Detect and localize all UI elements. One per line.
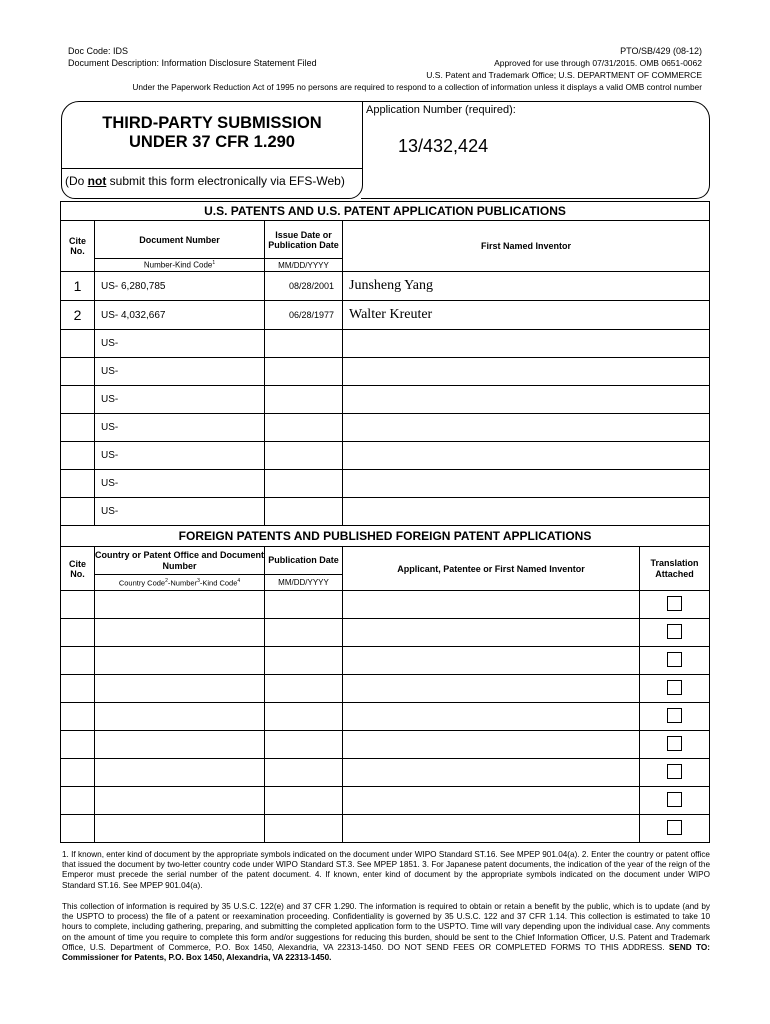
inventor-name[interactable] [343, 414, 710, 442]
col-translation-attached: Translation Attached [639, 547, 709, 591]
issue-date[interactable] [265, 386, 343, 414]
table-row [61, 470, 710, 498]
issue-date[interactable] [265, 414, 343, 442]
col-issue-date: Issue Date or Publication Date [265, 221, 343, 259]
col-applicant: Applicant, Patentee or First Named Inventor [343, 547, 640, 591]
col-date-format: MM/DD/YYYY [265, 259, 343, 272]
applicant-name[interactable] [343, 815, 640, 843]
translation-cell [639, 703, 709, 731]
document-number[interactable]: US- 4,032,667 [95, 301, 265, 330]
translation-checkbox[interactable] [667, 764, 682, 779]
country-document-number[interactable] [95, 675, 265, 703]
burden-statement: This collection of information is required by 35 U.S.C. 122(e) and 37 CFR 1.290. The information is required to obtain or retain a benefit by the public, which is to update (and by the USPTO to process) the file of a patent or reexamination proceeding. Confidentiality is governed by 35 U.S.C. 122 and 37 CFR 1.14. This collection is estimated to take 10 hours to complete, including gathering, preparing, and submitting the completed application form to the USPTO. Time will vary depending upon the individual case. Any comments on the amount of time you require to complete this form and/or suggestions for reducing this burden, should be sent to the Chief Information Officer, U.S. Patent and Trademark Office, U.S. Department of Commerce, P.O. Box 1450, Alexandria, VA 22313-1450. DO NOT SEND FEES OR COMPLETED FORMS TO THIS ADDRESS. SEND TO: Commissioner for Patents, P.O. Box 1450, Alexandria, VA 22313-1450. [62, 902, 710, 963]
col-country-format: Country Code$^2$-Number$^3$-Kind Code$^4$ [95, 575, 265, 591]
publication-date[interactable] [265, 815, 343, 843]
us-section-title: U.S. PATENTS AND U.S. PATENT APPLICATION PUBLICATIONS [61, 202, 710, 221]
efs-note: (Do not submit this form electronically via EFS-Web) [65, 174, 345, 188]
translation-checkbox[interactable] [667, 680, 682, 695]
title-box [61, 101, 363, 199]
document-number[interactable]: US- [95, 330, 265, 358]
inventor-name[interactable] [343, 470, 710, 498]
inventor-name[interactable]: Junsheng Yang [343, 272, 710, 301]
cite-number [61, 386, 95, 414]
inventor-name[interactable] [343, 358, 710, 386]
table-row [61, 442, 710, 470]
translation-checkbox[interactable] [667, 624, 682, 639]
application-number-box [361, 101, 710, 199]
applicant-name[interactable] [343, 759, 640, 787]
translation-cell [639, 787, 709, 815]
doc-description: Document Description: Information Disclosure Statement Filed [68, 58, 317, 68]
issue-date[interactable]: 08/28/2001 [265, 272, 343, 301]
cite-number [61, 442, 95, 470]
omb-approval: Approved for use through 07/31/2015. OMB 0651-0062 [494, 58, 702, 68]
issue-date[interactable] [265, 330, 343, 358]
translation-cell [639, 619, 709, 647]
table-row [61, 759, 710, 787]
table-row [61, 330, 710, 358]
form-title [62, 114, 362, 152]
form-number: PTO/SB/429 (08-12) [620, 46, 702, 56]
table-row [61, 731, 710, 759]
col-document-number-sub: Number-Kind Code$^1$ [95, 259, 265, 272]
translation-cell [639, 815, 709, 843]
country-document-number[interactable] [95, 787, 265, 815]
table-row [61, 619, 710, 647]
publication-date[interactable] [265, 787, 343, 815]
inventor-name[interactable] [343, 442, 710, 470]
table-row [61, 815, 710, 843]
publication-date[interactable] [265, 675, 343, 703]
col-document-number: Document Number [95, 221, 265, 259]
col-cite-no: Cite No. [61, 547, 95, 591]
country-document-number[interactable] [95, 619, 265, 647]
country-document-number[interactable] [95, 647, 265, 675]
issue-date[interactable] [265, 470, 343, 498]
applicant-name[interactable] [343, 619, 640, 647]
table-row [61, 787, 710, 815]
applicant-name[interactable] [343, 675, 640, 703]
cite-number: 1 [61, 272, 95, 301]
publication-date[interactable] [265, 759, 343, 787]
country-document-number[interactable] [95, 591, 265, 619]
translation-checkbox[interactable] [667, 708, 682, 723]
translation-cell [639, 731, 709, 759]
cite-number [61, 675, 95, 703]
document-number[interactable]: US- [95, 386, 265, 414]
cite-number [61, 759, 95, 787]
col-first-named-inventor: First Named Inventor [343, 221, 710, 272]
cite-number [61, 414, 95, 442]
publication-date[interactable] [265, 591, 343, 619]
table-row [61, 591, 710, 619]
translation-cell [639, 675, 709, 703]
document-number[interactable]: US- [95, 358, 265, 386]
paperwork-notice: Under the Paperwork Reduction Act of 1995 no persons are required to respond to a collection of information unless it displays a valid OMB control number [132, 82, 702, 92]
table-row [61, 358, 710, 386]
table-row [61, 498, 710, 526]
agency-line: U.S. Patent and Trademark Office; U.S. DEPARTMENT OF COMMERCE [426, 70, 702, 80]
cite-number [61, 358, 95, 386]
issue-date[interactable]: 06/28/1977 [265, 301, 343, 330]
applicant-name[interactable] [343, 787, 640, 815]
document-number[interactable]: US- [95, 414, 265, 442]
country-document-number[interactable] [95, 703, 265, 731]
cite-number [61, 787, 95, 815]
cite-number [61, 731, 95, 759]
table-row [61, 414, 710, 442]
applicant-name[interactable] [343, 647, 640, 675]
app-number-value[interactable]: 13/432,424 [398, 136, 489, 156]
cite-number [61, 591, 95, 619]
translation-cell [639, 759, 709, 787]
foreign-section-title: FOREIGN PATENTS AND PUBLISHED FOREIGN PATENT APPLICATIONS [61, 526, 710, 547]
cite-number [61, 815, 95, 843]
inventor-name[interactable] [343, 498, 710, 526]
publication-date[interactable] [265, 731, 343, 759]
table-row [61, 386, 710, 414]
cite-number [61, 498, 95, 526]
inventor-name[interactable]: Walter Kreuter [343, 301, 710, 330]
us-patents-table [60, 201, 710, 526]
cite-number [61, 470, 95, 498]
col-country-document-number: Country or Patent Office and Document Number [95, 547, 265, 575]
translation-cell [639, 647, 709, 675]
publication-date[interactable] [265, 619, 343, 647]
foreign-patents-table [60, 525, 710, 843]
country-document-number[interactable] [95, 815, 265, 843]
cite-number [61, 330, 95, 358]
app-number-label: Application Number (required): [366, 104, 516, 116]
document-number[interactable]: US- 6,280,785 [95, 272, 265, 301]
table-row [61, 647, 710, 675]
title-line-2: UNDER 37 CFR 1.290 [129, 133, 295, 151]
publication-date[interactable] [265, 703, 343, 731]
title-line-1: THIRD-PARTY SUBMISSION [102, 114, 322, 132]
country-document-number[interactable] [95, 731, 265, 759]
translation-checkbox[interactable] [667, 820, 682, 835]
translation-checkbox[interactable] [667, 736, 682, 751]
table-row [61, 301, 710, 330]
translation-cell [639, 591, 709, 619]
doc-code: Doc Code: IDS [68, 46, 129, 56]
publication-date[interactable] [265, 647, 343, 675]
divider [62, 168, 362, 169]
footnotes: 1. If known, enter kind of document by the appropriate symbols indicated on the document under WIPO Standard ST.16. See MPEP 901.04(a). 2. Enter the country or patent office that issued the document by two-letter country code under WIPO Standard ST.3. See MPEP 1851. 3. For Japanese patent documents, the indication of the year of the reign of the Emperor must precede the serial number of the patent document. 4. If known, enter kind of document by the appropriate symbols indicated on the document under WIPO Standard ST.16. See MPEP 901.04(a). [62, 850, 710, 890]
country-document-number[interactable] [95, 759, 265, 787]
issue-date[interactable] [265, 442, 343, 470]
applicant-name[interactable] [343, 703, 640, 731]
translation-checkbox[interactable] [667, 596, 682, 611]
inventor-name[interactable] [343, 386, 710, 414]
translation-checkbox[interactable] [667, 792, 682, 807]
table-row [61, 272, 710, 301]
col-publication-date: Publication Date [265, 547, 343, 575]
document-number[interactable]: US- [95, 498, 265, 526]
cite-number [61, 703, 95, 731]
cite-number: 2 [61, 301, 95, 330]
table-row [61, 675, 710, 703]
cite-number [61, 647, 95, 675]
applicant-name[interactable] [343, 731, 640, 759]
inventor-name[interactable] [343, 330, 710, 358]
cite-number [61, 619, 95, 647]
col-cite-no: Cite No. [61, 221, 95, 272]
issue-date[interactable] [265, 498, 343, 526]
col-date-format: MM/DD/YYYY [265, 575, 343, 591]
document-number[interactable]: US- [95, 470, 265, 498]
document-number[interactable]: US- [95, 442, 265, 470]
applicant-name[interactable] [343, 591, 640, 619]
issue-date[interactable] [265, 358, 343, 386]
table-row [61, 703, 710, 731]
translation-checkbox[interactable] [667, 652, 682, 667]
